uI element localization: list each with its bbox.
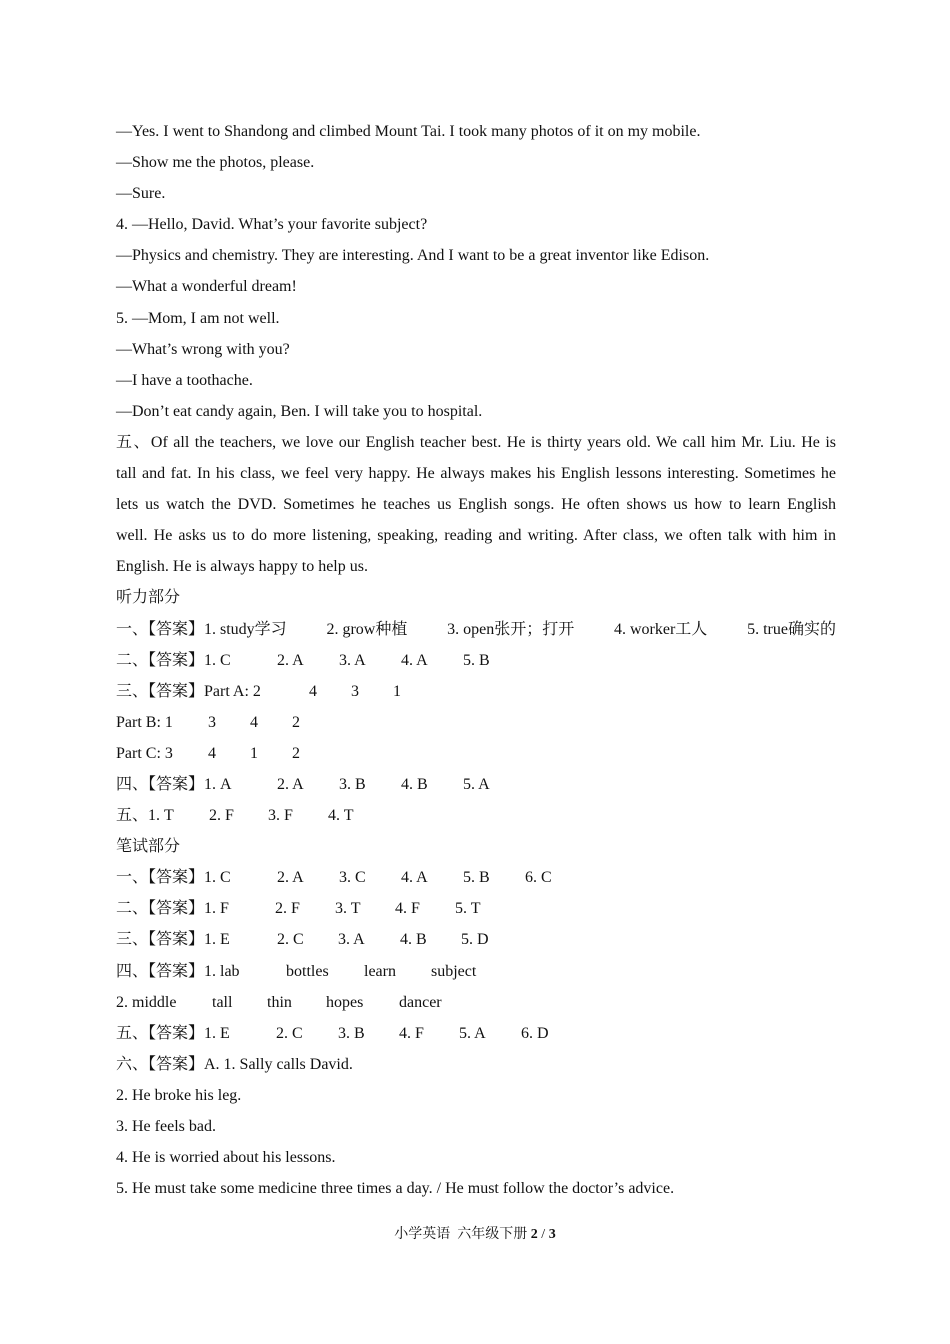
- dialogue-line: —I have a toothache.: [116, 371, 253, 389]
- section-heading-writing: 笔试部分: [116, 838, 181, 856]
- answer-cell: 2. C: [277, 931, 304, 949]
- answer-cell: 5. T: [455, 900, 481, 918]
- answer-row: [116, 924, 836, 955]
- answer-cell: 1: [393, 682, 401, 700]
- answer-row: [116, 800, 836, 831]
- answer-cell: hopes: [326, 993, 364, 1011]
- answer-cell: 三、【答案】Part A: 2: [116, 682, 261, 700]
- passage-line: lets us watch the DVD. Sometimes he teaches us English songs. He often shows us how to learn English: [116, 496, 836, 514]
- answer-cell: 4: [309, 682, 317, 700]
- answer-cell: 4: [208, 744, 216, 762]
- answer-cell: 4. worker工人: [613, 620, 708, 638]
- dialogue-line: —What a wonderful dream!: [116, 278, 297, 296]
- answer-row: [116, 956, 836, 987]
- page-footer: [0, 1224, 950, 1246]
- answer-cell: 四、【答案】1. lab: [116, 962, 240, 980]
- dialogue-line: 5. —Mom, I am not well.: [116, 309, 280, 327]
- answer-row: [116, 862, 836, 893]
- answer-cell: 3. A: [338, 931, 365, 949]
- passage-line: English. He is always happy to help us.: [116, 558, 368, 576]
- answer-cell: 3. B: [338, 1024, 365, 1042]
- answer-cell: 2. grow种植: [326, 620, 408, 638]
- answer-cell: 3. A: [339, 651, 366, 669]
- passage-line: well. He asks us to do more listening, speaking, reading and writing. After class, we often talk with him in: [116, 527, 836, 545]
- answer-cell: subject: [431, 962, 477, 980]
- answer-cell: Part C: 3: [116, 744, 173, 762]
- page-total: 3: [548, 1227, 556, 1242]
- answer-cell: 5. B: [463, 869, 490, 887]
- answer-cell: 3. open张开；打开: [447, 620, 575, 638]
- answer-line: 六、【答案】A. 1. Sally calls David.: [116, 1055, 353, 1073]
- answer-row: [116, 738, 836, 769]
- page-separator: /: [537, 1227, 549, 1242]
- answer-cell: 4. A: [401, 869, 428, 887]
- answer-row: [116, 987, 836, 1018]
- answer-cell: 3. C: [339, 869, 366, 887]
- answer-cell: 5. A: [459, 1024, 486, 1042]
- answer-cell: 4: [250, 713, 258, 731]
- dialogue-line: —What’s wrong with you?: [116, 340, 290, 358]
- answer-cell: 4. T: [328, 807, 354, 825]
- answer-cell: 一、【答案】1. C: [116, 869, 231, 887]
- answer-cell: 2. F: [209, 807, 234, 825]
- answer-cell: 二、【答案】1. F: [116, 900, 229, 918]
- answer-cell: 五、1. T: [116, 807, 174, 825]
- answer-cell: 6. D: [521, 1024, 549, 1042]
- passage-line: 五、Of all the teachers, we love our English teacher best. He is thirty years old. We call him Mr. Liu. He is: [116, 433, 836, 451]
- answer-cell: 5. B: [463, 651, 490, 669]
- answer-cell: 3. T: [335, 900, 361, 918]
- answer-line: 5. He must take some medicine three times a day. / He must follow the doctor’s advice.: [116, 1180, 675, 1198]
- answer-cell: 6. C: [525, 869, 552, 887]
- dialogue-line: —Physics and chemistry. They are interesting. And I want to be a great inventor like Edison.: [116, 247, 710, 265]
- answer-cell: tall: [212, 993, 233, 1011]
- answer-cell: 2. C: [276, 1024, 303, 1042]
- answer-cell: 2. F: [275, 900, 300, 918]
- answer-cell: 5. true确实的: [747, 620, 836, 638]
- answer-cell: 2. A: [277, 651, 304, 669]
- answer-cell: 二、【答案】1. C: [116, 651, 231, 669]
- answer-cell: 一、【答案】1. study学习: [116, 620, 287, 638]
- answer-cell: 四、【答案】1. A: [116, 775, 232, 793]
- answer-cell: 5. D: [461, 931, 489, 949]
- answer-line: 2. He broke his leg.: [116, 1086, 242, 1104]
- passage-line: tall and fat. In his class, we feel very happy. He always makes his English lessons interesting. Sometimes he: [116, 465, 836, 483]
- answer-row: [116, 769, 836, 800]
- dialogue-line: —Show me the photos, please.: [116, 154, 315, 172]
- answer-line: 4. He is worried about his lessons.: [116, 1149, 336, 1167]
- answer-cell: 三、【答案】1. E: [116, 931, 230, 949]
- answer-cell: thin: [267, 993, 292, 1011]
- dialogue-line: —Yes. I went to Shandong and climbed Mount Tai. I took many photos of it on my mobile.: [116, 123, 701, 140]
- answer-cell: 2. A: [277, 869, 304, 887]
- answer-cell: 4. F: [399, 1024, 424, 1042]
- answer-cell: learn: [364, 962, 396, 980]
- answer-cell: 3. B: [339, 775, 366, 793]
- page-number: 2: [530, 1227, 538, 1242]
- answer-cell: 3: [351, 682, 359, 700]
- section-heading-listening: 听力部分: [116, 589, 181, 607]
- answer-cell: 4. B: [400, 931, 427, 949]
- dialogue-line: —Sure.: [116, 185, 166, 203]
- footer-label: 小学英语 六年级下册: [394, 1227, 528, 1242]
- document-body: [116, 116, 836, 1204]
- answer-row: [116, 893, 836, 924]
- answer-cell: 1: [250, 744, 258, 762]
- answer-row: [116, 707, 836, 738]
- answer-cell: 4. B: [401, 775, 428, 793]
- answer-row: [116, 614, 836, 645]
- answer-cell: 3. F: [268, 807, 293, 825]
- answer-row: [116, 676, 836, 707]
- answer-row: [116, 1018, 836, 1049]
- answer-cell: 2: [292, 713, 300, 731]
- answer-cell: bottles: [286, 962, 329, 980]
- dialogue-line: 4. —Hello, David. What’s your favorite subject?: [116, 216, 428, 234]
- answer-line: 3. He feels bad.: [116, 1118, 216, 1135]
- dialogue-line: —Don’t eat candy again, Ben. I will take you to hospital.: [116, 402, 483, 420]
- answer-cell: 2. middle: [116, 993, 177, 1011]
- answer-cell: 2. A: [277, 775, 304, 793]
- answer-cell: Part B: 1: [116, 713, 173, 731]
- answer-cell: 4. F: [395, 900, 420, 918]
- answer-cell: 3: [208, 713, 216, 731]
- answer-cell: 五、【答案】1. E: [116, 1024, 230, 1042]
- answer-cell: 5. A: [463, 775, 490, 793]
- answer-cell: 4. A: [401, 651, 428, 669]
- answer-cell: 2: [292, 744, 300, 762]
- answer-cell: dancer: [399, 993, 442, 1011]
- answer-row: [116, 645, 836, 676]
